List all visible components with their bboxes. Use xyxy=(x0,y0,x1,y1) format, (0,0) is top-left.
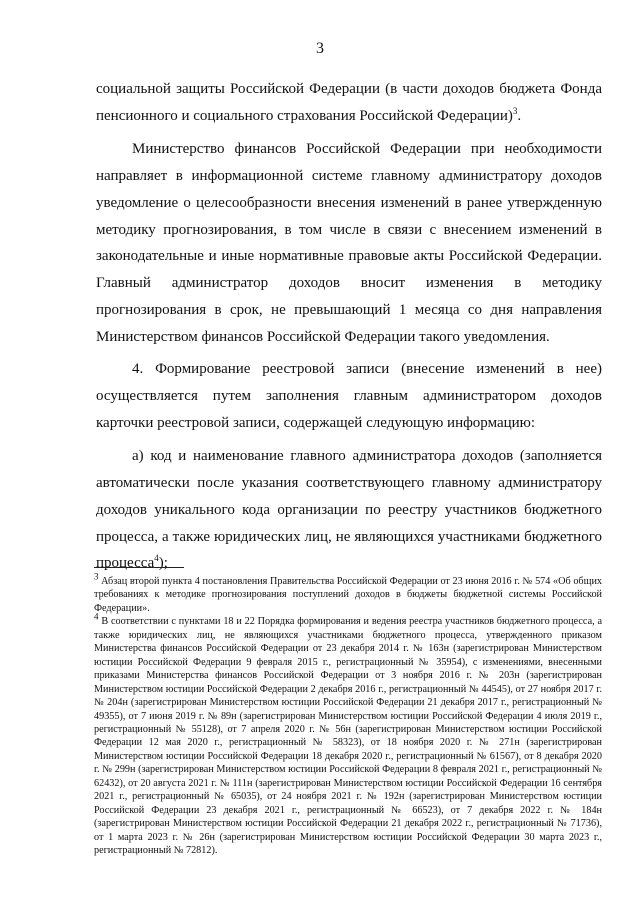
footnote-separator xyxy=(94,567,184,568)
footnote-ref-3: 3 xyxy=(512,105,518,116)
footnote-mark: 4 xyxy=(94,611,99,622)
footnote-text: В соответствии с пунктами 18 и 22 Порядка формирования и ведения реестра участников бюджетного процесса, а также юридических лиц, не являющихся участниками бюджетного процесса, утвержденного приказом Министерства финансов Российской Федерации от 23 декабря 2014 г. № 163н (зарегистрирован Министерством юстиции Российской Федерации 9 февраля 2015 г., регистрационный № 35954), с изменениями, внесенными приказами Министерства финансов Российской Федерации от 3 ноября 2016 г. № 203н (зарегистрирован Министерством юстиции Российской Федерации 2 декабря 2016 г., регистрационный № 44545), от 27 ноября 2017 г. № 204н (зарегистрирован Министерством юстиции Российской Федерации 21 декабря 2017 г., регистрационный № 49355), от 7 июня 2019 г. № 89н (зарегистрирован Министерством юстиции Российской Федерации 4 июля 2019 г., регистрационный № 55128), от 7 апреля 2020 г. № 56н (зарегистрирован Министерством юстиции Российской Федерации 12 мая 2020 г., регистрационный № 58323), от 18 ноября 2020 г. № 271н (зарегистрирован Министерством юстиции Российской Федерации 18 декабря 2020 г., регистрационный № 61567), от 8 декабря 2020 г. № 299н (зарегистрирован Министерством юстиции Российской Федерации 8 февраля 2021 г., регистрационный № 62432), от 20 августа 2021 г. № 111н (зарегистрирован Министерством юстиции Российской Федерации 16 сентября 2021 г., регистрационный № 65035), от 24 ноября 2021 г. № 192н (зарегистрирован Министерством юстиции Российской Федерации 23 декабря 2021 г., регистрационный № 66523), от 7 декабря 2022 г. № 184н (зарегистрирован Министерством юстиции Российской Федерации 21 декабря 2022 г., регистрационный № 71736), от 1 марта 2023 г. № 26н (зарегистрирован Министерством юстиции Российской Федерации 30 марта 2023 г., регистрационный № 72812). xyxy=(94,616,602,857)
footnote-4 xyxy=(94,611,602,857)
footnotes xyxy=(94,571,602,858)
footnote-mark: 3 xyxy=(94,571,99,582)
paragraph-text: а) код и наименование главного администратора доходов (заполняется автоматически после указания соответствующего главному администратору доходов уникального кода организации по реестру участников бюджетного процесса, а также юридических лиц, не являющихся участниками бюджетного процесса xyxy=(96,447,602,572)
page-number: 3 xyxy=(316,40,324,57)
paragraph-text: социальной защиты Российской Федерации (в части доходов бюджета Фонда пенсионного и социального страхования Российской Федерации) xyxy=(96,81,602,124)
paragraph-end: ); xyxy=(158,555,168,572)
footnote-ref-4: 4 xyxy=(154,553,159,564)
paragraph-continuation xyxy=(96,76,602,130)
body-text xyxy=(96,76,602,577)
paragraph-end: . xyxy=(517,107,522,124)
paragraph-subitem-a xyxy=(96,443,602,578)
paragraph-ministry-notice: Министерство финансов Российской Федерации при необходимости направляет в информационной системе главному администратору доходов уведомление о целесообразности внесения изменений в ранее утвержденную методику прогнозирования, в том числе в связи с внесением изменений в законодательные и иные нормативные правовые акты Российской Федерации. Главный администратор доходов вносит изменения в методику прогнозирования в срок, не превышающий 1 месяца со дня направления Министерством финансов Российской Федерации такого уведомления. xyxy=(96,140,602,346)
paragraph-item-4: 4. Формирование реестровой записи (внесение изменений в нее) осуществляется путем заполнения главным администратором доходов карточки реестровой записи, содержащей следующую информацию: xyxy=(96,361,602,431)
footnote-3 xyxy=(94,571,602,615)
footnote-text: Абзац второй пункта 4 постановления Правительства Российской Федерации от 23 июня 2016 г. № 574 «Об общих требованиях к методике прогнозирования поступлений доходов в бюджеты бюджетной системы Российской Федерации». xyxy=(94,576,602,614)
